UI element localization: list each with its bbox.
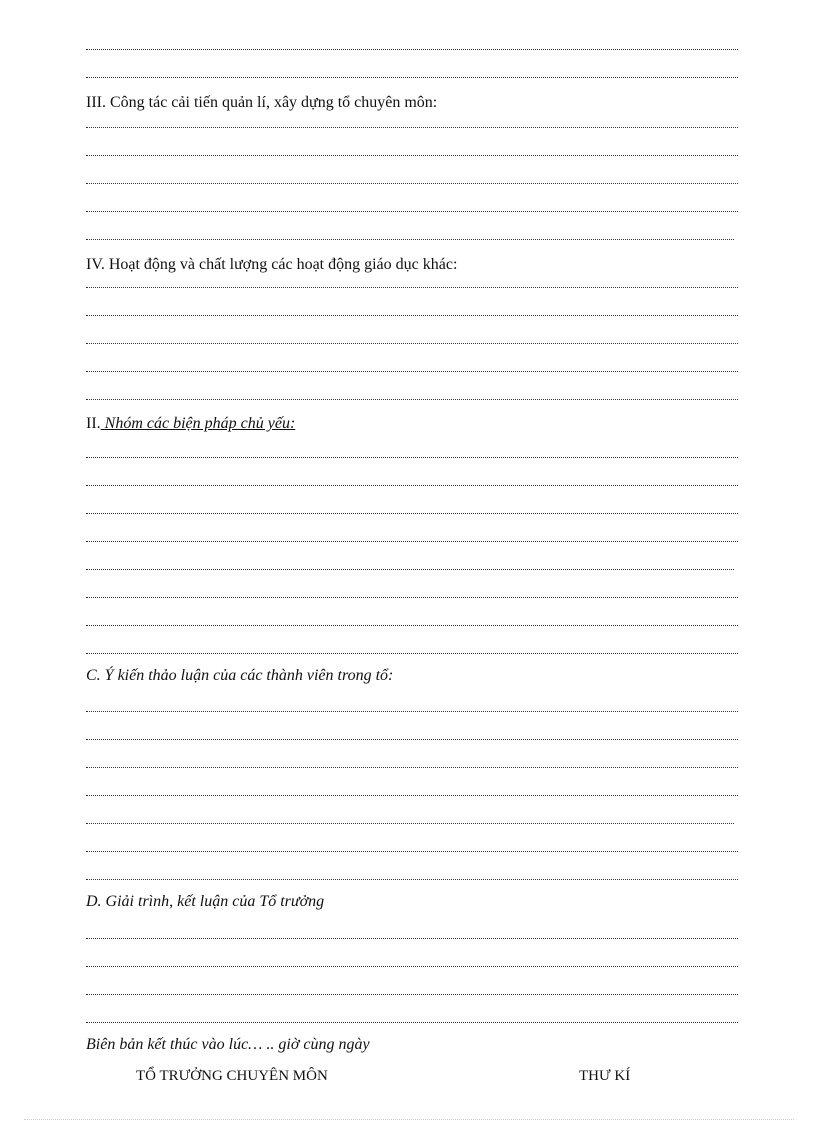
fill-line [86,625,738,626]
section-ii-title: Nhóm các biện pháp chủ yếu: [100,415,296,432]
section-iv-title: Hoạt động và chất lượng các hoạt động giáo dục khác: [108,256,458,273]
fill-line [86,211,738,212]
section-iv-heading [86,255,457,275]
section-iii-number: III. [86,94,106,111]
fill-line [86,485,738,486]
fill-line [86,287,738,288]
section-ii-number: II. [86,415,101,432]
fill-line [86,513,738,514]
fill-line [86,183,738,184]
fill-line [86,739,738,740]
fill-line [86,851,738,852]
fill-line [86,371,738,372]
fill-line [86,49,738,50]
fill-line [86,155,738,156]
fill-line [86,343,738,344]
fill-line [86,315,738,316]
fill-line [86,795,738,796]
section-ii-heading [86,414,295,434]
fill-line [86,77,738,78]
fill-line [86,399,738,400]
fill-line [86,127,738,128]
closing-statement: Biên bản kết thúc vào lúc… .. giờ cùng ngày [86,1036,370,1053]
fill-line [86,938,738,939]
section-c-heading: C. Ý kiến thảo luận của các thành viên trong tổ: [86,667,394,684]
fill-line [86,1022,738,1023]
fill-line [86,239,734,240]
signature-leader-label: TỔ TRƯỞNG CHUYÊN MÔN [136,1068,328,1084]
fill-line [86,879,738,880]
fill-line [86,597,738,598]
section-iii-title: Công tác cải tiến quản lí, xây dựng tổ chuyên môn: [109,94,438,111]
signature-secretary-label: THƯ KÍ [579,1068,631,1084]
fill-line [86,823,734,824]
section-iv-number: IV. [86,256,105,273]
fill-line [86,541,738,542]
fill-line [86,569,734,570]
fill-line [86,994,738,995]
section-iii-heading [86,93,437,113]
page-bottom-border [24,1119,794,1120]
fill-line [86,653,738,654]
section-d-heading: D. Giải trình, kết luận của Tổ trưởng [86,893,325,910]
fill-line [86,966,738,967]
fill-line [86,711,738,712]
fill-line [86,457,738,458]
fill-line [86,767,738,768]
